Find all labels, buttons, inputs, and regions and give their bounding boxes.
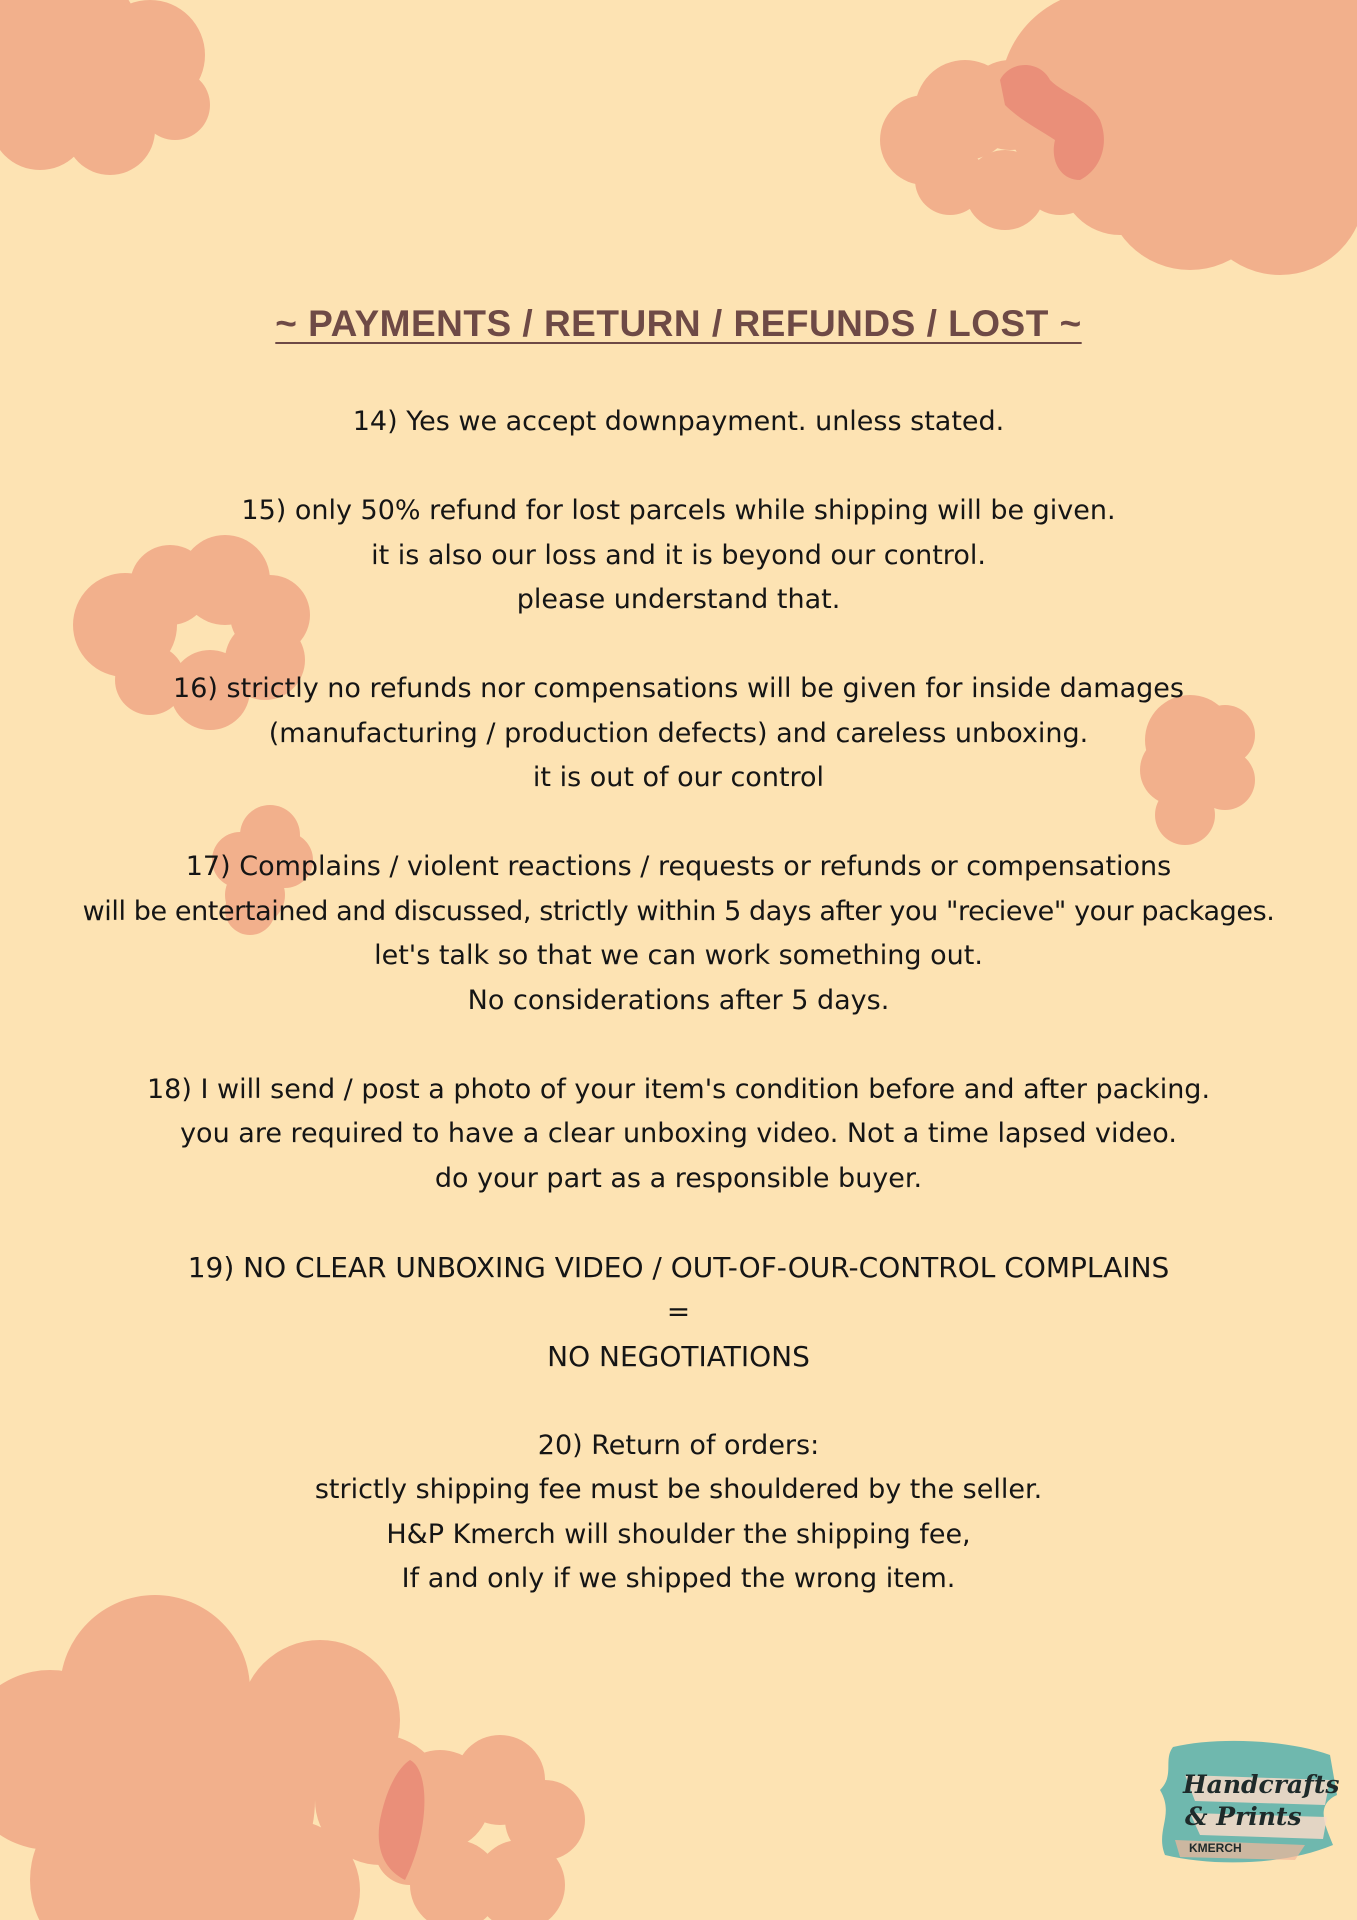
rule-20 (0, 1424, 1357, 1602)
rule-line: 17) Complains / violent reactions / requests or refunds or compensations (185, 851, 1172, 882)
rule-18 (0, 1068, 1357, 1202)
rule-line: 16) strictly no refunds nor compensations will be given for inside damages (173, 673, 1184, 704)
rule-line: please understand that. (516, 584, 841, 615)
rule-line: If and only if we shipped the wrong item. (401, 1563, 956, 1594)
rule-line: do your part as a responsible buyer. (434, 1162, 923, 1194)
rule-line: NO NEGOTIATIONS (547, 1339, 810, 1373)
rule-line: strictly shipping fee must be shouldered by the seller. (314, 1474, 1043, 1505)
rule-line: 14) Yes we accept downpayment. unless stated. (352, 406, 1005, 437)
rule-16 (0, 667, 1357, 801)
rule-15 (0, 489, 1357, 623)
rule-line: will be entertained and discussed, strictly within 5 days after you "recieve" your packages. (82, 895, 1275, 927)
cloud-top-left (0, 0, 210, 175)
rule-line: you are required to have a clear unboxing video. Not a time lapsed video. (180, 1118, 1177, 1149)
rule-line: it is also our loss and it is beyond our control. (371, 539, 986, 571)
handcrafts-prints-logo (1155, 1735, 1340, 1875)
rule-line: it is out of our control (532, 762, 825, 793)
rule-line: 19) NO CLEAR UNBOXING VIDEO / OUT-OF-OUR-CONTROL COMPLAINS (187, 1250, 1170, 1284)
rule-line: (manufacturing / production defects) and careless unboxing. (268, 717, 1089, 749)
rule-line: No considerations after 5 days. (467, 984, 890, 1016)
rule-line: H&P Kmerch will shoulder the shipping fee, (386, 1518, 971, 1550)
rules-list (0, 400, 1357, 1646)
rule-19 (0, 1246, 1357, 1380)
logo-line2: & Prints (1185, 1802, 1302, 1831)
rule-17 (0, 845, 1357, 1023)
rule-line: 18) I will send / post a photo of your item's condition before and after packing. (146, 1073, 1211, 1105)
rule-line: 15) only 50% refund for lost parcels while shipping will be given. (241, 495, 1116, 526)
logo-line1: Handcrafts (1183, 1770, 1340, 1799)
rule-line: let's talk so that we can work something out. (374, 940, 983, 971)
rule-14 (0, 400, 1357, 445)
rule-line: 20) Return of orders: (537, 1429, 820, 1461)
rule-line: = (666, 1295, 691, 1328)
page-title: ~ PAYMENTS / RETURN / REFUNDS / LOST ~ (275, 303, 1082, 344)
logo-line3: KMERCH (1189, 1841, 1242, 1855)
